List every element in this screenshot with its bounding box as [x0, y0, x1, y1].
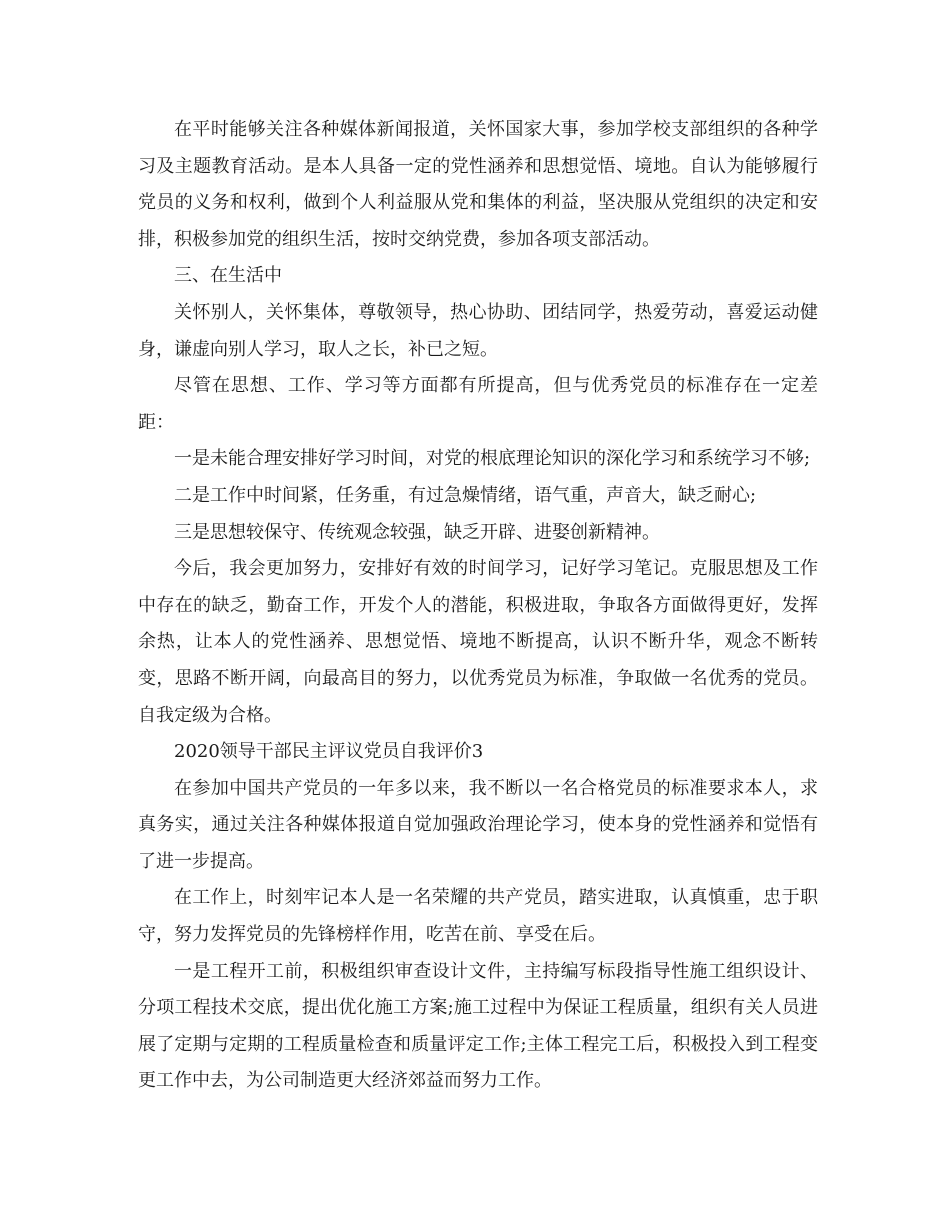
paragraph-shortcoming-3: 三是思想较保守、传统观念较强，缺乏开辟、进娶创新精神。 [174, 521, 660, 543]
document-page [138, 112, 818, 1100]
section-heading-life: 三、在生活中 [174, 265, 282, 287]
paragraph-party-membership: 在参加中国共产党员的一年多以来，我不断以一名合格党员的标准要求本人，求真务实，通过关注各种媒体报道自觉加强政治理论学习，使本身的党性涵养和觉悟有了进一步提高。 [138, 777, 818, 872]
section-title-evaluation-3: 2020领导干部民主评议党员自我评价3 [174, 741, 484, 763]
paragraph-engineering-work: 一是工程开工前，积极组织审查设计文件，主持编写标段指导性施工组织设计、分项工程技术交底，提出优化施工方案;施工过程中为保证工程质量，组织有关人员进展了定期与定期的工程质量检查和质量评定工作;主体工程完工后，积极投入到工程变更工作中去，为公司制造更大经济郊益而努力工作。 [138, 960, 818, 1092]
paragraph-shortcoming-2: 二是工作中时间紧，任务重，有过急燥情绪，语气重，声音大，缺乏耐心; [174, 484, 757, 506]
paragraph-shortcomings-intro: 尽管在思想、工作、学习等方面都有所提高，但与优秀党员的标准存在一定差距： [138, 375, 818, 433]
paragraph-life-attitude: 关怀别人，关怀集体，尊敬领导，热心协助、团结同学，热爱劳动，喜爱运动健身，谦虚向别人学习，取人之长，补已之短。 [138, 301, 818, 360]
paragraph-shortcoming-1: 一是未能合理安排好学习时间，对党的根底理论知识的深化学习和系统学习不够; [174, 448, 811, 470]
paragraph-party-activities: 在平时能够关注各种媒体新闻报道，关怀国家大事，参加学校支部组织的各种学习及主题教育活动。是本人具备一定的党性涵养和思想觉悟、境地。自认为能够履行党员的义务和权利，做到个人利益服从党和集体的利益，坚决服从党组织的决定和安排，积极参加党的组织生活，按时交纳党费，参加各项支部活动。 [138, 119, 818, 250]
paragraph-future-plan: 今后，我会更加努力，安排好有效的时间学习，记好学习笔记。克服思想及工作中存在的缺乏，勤奋工作，开发个人的潜能，积极进取，争取各方面做得更好，发挥余热，让本人的党性涵养、思想觉悟、境地不断提高，认识不断升华，观念不断转变，思路不断开阔，向最高目的努力，以优秀党员为标准，争取做一名优秀的党员。自我定级为合格。 [138, 558, 818, 726]
paragraph-work-attitude: 在工作上，时刻牢记本人是一名荣耀的共产党员，踏实进取，认真慎重，忠于职守，努力发挥党员的先锋榜样作用，吃苦在前、享受在后。 [138, 887, 818, 946]
